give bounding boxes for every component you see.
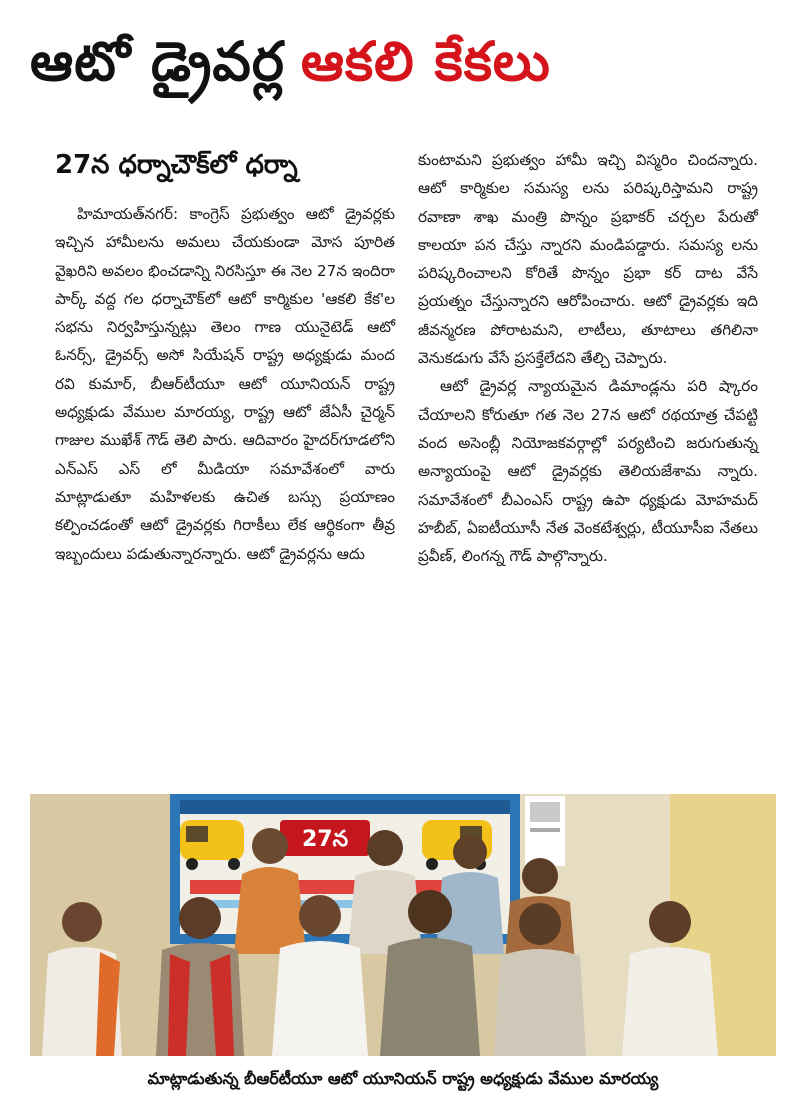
body-left-column [55, 200, 395, 568]
body-paragraph: ఆటో డ్రైవర్ల న్యాయమైన డిమాండ్లను పరి ష్కారం చేయాలని కోరుతూ గత నెల 27న ఆటో రథయాత్ర చేపట్టి వంద అసెంబ్లీ నియోజకవర్గాల్లో పర్యటించి జరుగుతున్న అన్యాయంపై ఆటో డ్రైవర్లకు తెలియజేశామ న్నారు. సమావేశంలో బీఎంఎస్ రాష్ట్ర ఉపా ధ్యక్షుడు మోహమద్ హబీబ్, ఏఐటీయూసీ నేత వెంకటేశ్వర్లు, టీయూసీఐ నేతలు ప్రవీణ్, లింగన్న గౌడ్ పాల్గొన్నారు. [418, 377, 758, 566]
body-right-column [418, 146, 758, 570]
article-headline [30, 30, 790, 106]
headline-black-part: ఆటో డ్రైవర్ల [30, 29, 285, 93]
article-subheadline: 27న ధర్నాచౌక్‌లో ధర్నా [55, 150, 298, 180]
press-meet-photo [30, 794, 776, 1056]
headline-red-part: ఆకలి కేకలు [300, 29, 551, 93]
banner-date-label: 27న [301, 827, 349, 852]
body-paragraph-continued: కుంటామని ప్రభుత్వం హామీ ఇచ్చి విస్మరిం చిందన్నారు. ఆటో కార్మికుల సమస్య లను పరిష్కరిస్తామని రాష్ట్ర రవాణా శాఖ మంత్రి పొన్నం ప్రభాకర్ చర్చల పేరుతో కాలయా పన చేస్తు న్నారని మండిపడ్డారు. సమస్య లను పరిష్కరించాలని కోరితే పొన్నం ప్రభా కర్ దాట వేసే ప్రయత్నం చేస్తున్నారని ఆరోపించారు. ఆటో డ్రైవర్లకు ఇది జీవన్మరణ పోరాటమని, లాటీలు, తూటాలు తగిలినా వెనుకడుగు వేసే ప్రసక్తేలేదని తేల్చి చెప్పారు. [418, 151, 758, 368]
photo-caption: మాట్లాడుతున్న బీఆర్‌టీయూ ఆటో యూనియన్ రాష్ట్ర అధ్యక్షుడు వేముల మారయ్య [147, 1068, 659, 1088]
body-paragraph: హిమాయత్‌నగర్: కాంగ్రెస్ ప్రభుత్వం ఆటో డ్రైవర్లకు ఇచ్చిన హామీలను అమలు చేయకుండా మోస పూరిత వైఖరిని అవలం భించడాన్ని నిరసిస్తూ ఈ నెల 27న ఇందిరా పార్క్ వద్ద గల ధర్నాచౌక్‌లో ఆటో కార్మికుల 'ఆకలి కేక'ల సభను నిర్వహిస్తున్నట్లు తెలం గాణ యునైటెడ్ ఆటో ఓనర్స్, డ్రైవర్స్ అసో సియేషన్ రాష్ట్ర అధ్యక్షుడు మంద రవి కుమార్, బీఆర్‌టీయూ ఆటో యూనియన్ రాష్ట్ర అధ్యక్షుడు వేముల మారయ్య, రాష్ట్ర ఆటో జేఏసీ చైర్మన్ గాజుల ముఖేశ్ గౌడ్ తెలి పారు. ఆదివారం హైదర్‌గూడలోని ఎన్‌ఎస్ ఎస్ లో మీడియా సమావేశంలో వారు మాట్లాడుతూ మహిళలకు ఉచిత బస్సు ప్రయాణం కల్పించడంతో ఆటో డ్రైవర్లకు గిరాకీలు లేక ఆర్థికంగా తీవ్ర ఇబ్బందులు పడుతున్నారన్నారు. ఆటో డ్రైవర్లను ఆదు [55, 205, 395, 563]
